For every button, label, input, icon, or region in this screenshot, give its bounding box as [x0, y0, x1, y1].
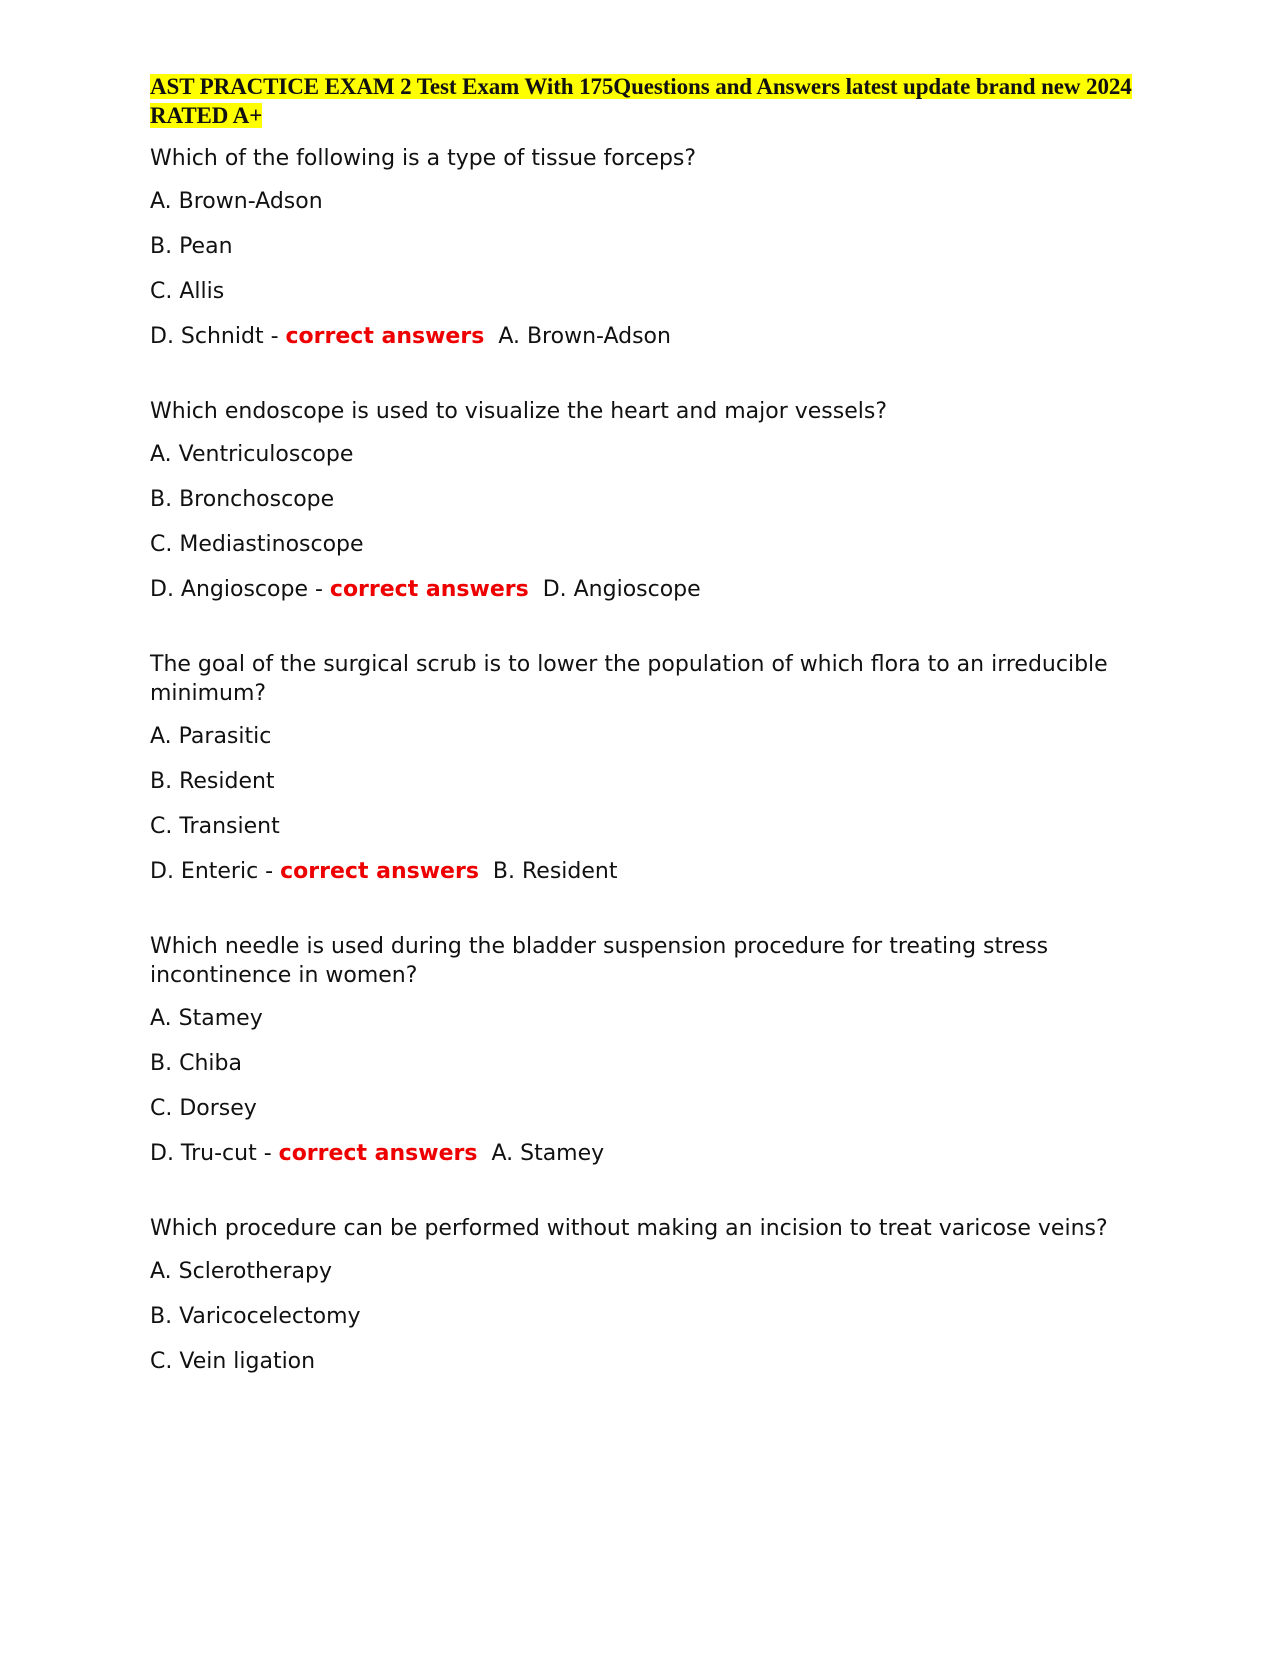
- question-3: [150, 650, 1140, 886]
- option-a: A. Parasitic: [150, 724, 272, 749]
- option-d-with-answer: [150, 322, 1140, 351]
- option-d: D. Schnidt -: [150, 324, 279, 349]
- question-text: The goal of the surgical scrub is to lower the population of which flora to an irreducible minimum?: [150, 652, 1108, 706]
- correct-answers-label: correct answers: [280, 859, 479, 884]
- option-d: D. Angioscope -: [150, 577, 323, 602]
- option-d-with-answer: [150, 575, 1140, 604]
- question-text: Which procedure can be performed without making an incision to treat varicose veins?: [150, 1216, 1108, 1241]
- option-a: A. Ventriculoscope: [150, 442, 354, 467]
- option-d: D. Tru-cut -: [150, 1141, 272, 1166]
- question-1: [150, 144, 1140, 351]
- option-b: B. Bronchoscope: [150, 487, 335, 512]
- question-text: Which needle is used during the bladder suspension procedure for treating stress incontinence in women?: [150, 934, 1049, 988]
- correct-answer-value: D. Angioscope: [542, 577, 701, 602]
- correct-answers-label: correct answers: [278, 1141, 478, 1166]
- option-d-with-answer: [150, 857, 1140, 886]
- option-b: B. Chiba: [150, 1051, 242, 1076]
- question-2: [150, 397, 1140, 604]
- option-a: A. Sclerotherapy: [150, 1259, 332, 1284]
- correct-answers-label: correct answers: [329, 577, 529, 602]
- option-c: C. Allis: [150, 279, 225, 304]
- title-highlight: AST PRACTICE EXAM 2 Test Exam With 175Questions and Answers latest update brand new 2024 RATED A+: [150, 74, 1132, 128]
- option-b: B. Pean: [150, 234, 233, 259]
- correct-answers-label: correct answers: [285, 324, 485, 349]
- option-c: C. Mediastinoscope: [150, 532, 364, 557]
- option-b: B. Resident: [150, 769, 275, 794]
- option-a: A. Stamey: [150, 1006, 263, 1031]
- option-d-with-answer: [150, 1139, 1140, 1168]
- document-title: [150, 72, 1140, 130]
- option-c: C. Dorsey: [150, 1096, 257, 1121]
- question-5: [150, 1214, 1140, 1376]
- option-c: C. Vein ligation: [150, 1349, 316, 1374]
- option-d: D. Enteric -: [150, 859, 274, 884]
- correct-answer-value: A. Brown-Adson: [498, 324, 671, 349]
- correct-answer-value: B. Resident: [492, 859, 618, 884]
- option-a: A. Brown-Adson: [150, 189, 323, 214]
- question-text: Which endoscope is used to visualize the heart and major vessels?: [150, 399, 888, 424]
- question-4: [150, 932, 1140, 1168]
- document-page: [150, 72, 1140, 1422]
- correct-answer-value: A. Stamey: [491, 1141, 605, 1166]
- option-c: C. Transient: [150, 814, 280, 839]
- option-b: B. Varicocelectomy: [150, 1304, 361, 1329]
- question-text: Which of the following is a type of tissue forceps?: [150, 146, 697, 171]
